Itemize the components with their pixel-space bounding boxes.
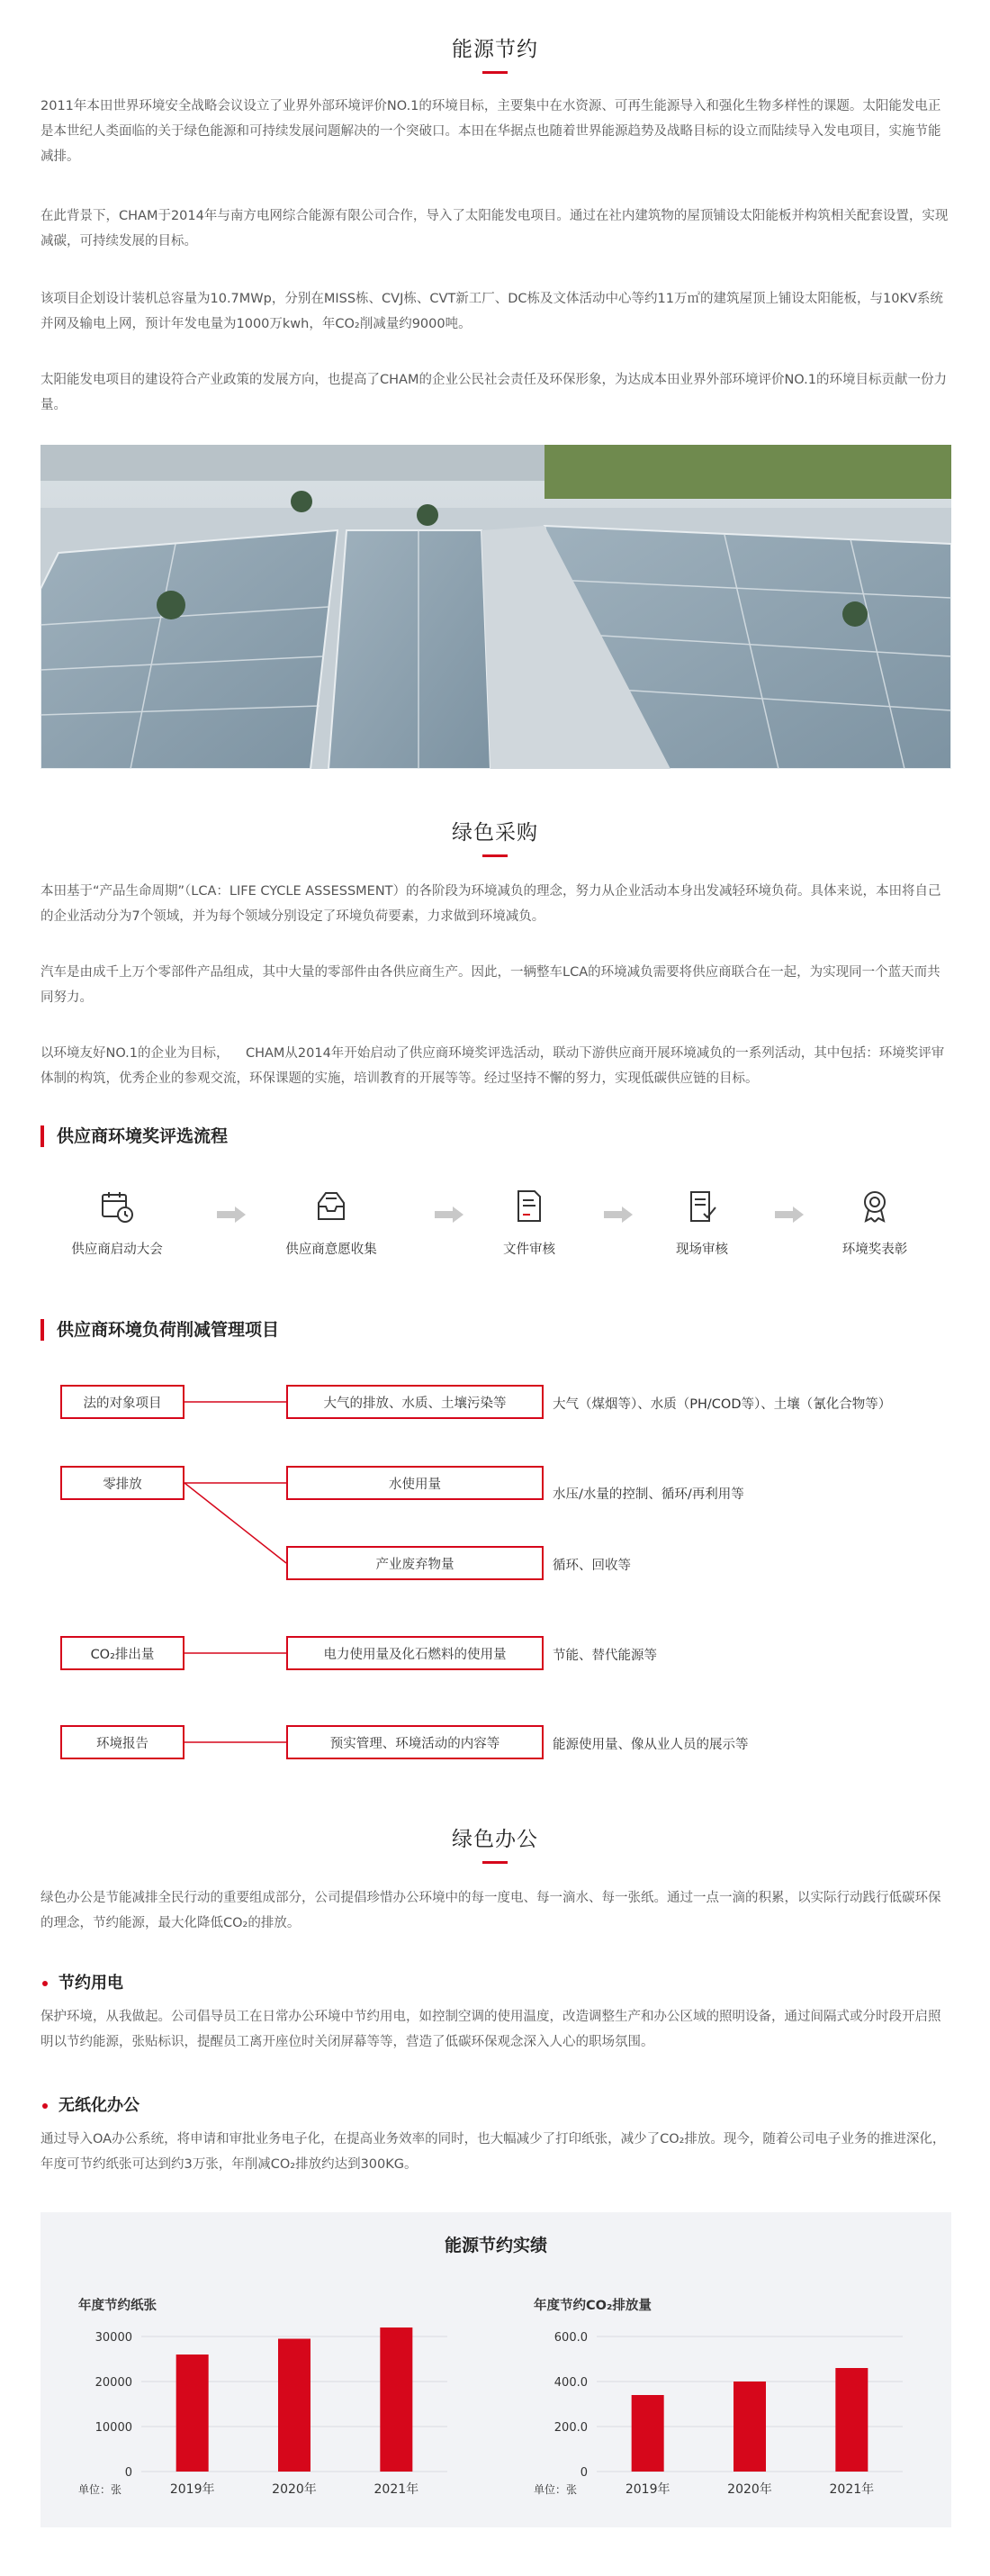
purchase-para-3: 以环境友好NO.1的企业为目标， CHAM从2014年开始启动了供应商环境奖评选活动，联动下游供应商开展环境减负的一系列活动，其中包括：环境奖评审体制的构筑，优秀企业的参观交流，环保课题的实施，培训教育的开展等等。经过坚持不懈的努力，实现低碳供应链的目标。 — [40, 1046, 945, 1086]
y-tick-label: 10000 — [94, 2421, 132, 2435]
purchase-para-2: 汽车是由成千上万个零部件产品组成，其中大量的零部件由各供应商生产。因此，一辆整车LCA的环境减负需要将供应商联合在一起，为实现同一个蓝天而共同努力。 — [40, 965, 940, 1005]
bar — [734, 2382, 766, 2472]
desc-recycle: 循环、回收等 — [553, 1559, 631, 1573]
y-tick-label: 20000 — [94, 2376, 132, 2390]
chart-paper — [78, 2293, 465, 2509]
section-title-text: 绿色采购 — [452, 821, 538, 845]
office-para-3: 通过导入OA办公系统，将申请和审批业务电子化，在提高业务效率的同时，也大幅减少了打印纸张，减少了CO₂排放。现今，随着公司电子业务的推进深化，年度可节约纸张可达到约3万张，年削减CO₂排放约达到300KG。 — [40, 2132, 946, 2172]
y-tick-label: 400.0 — [554, 2376, 588, 2390]
step-label: 供应商启动大会 — [71, 1243, 163, 1257]
process-heading: 供应商环境奖评选流程 — [40, 1125, 228, 1147]
x-tick-label: 2020年 — [272, 2482, 317, 2497]
y-tick-label: 0 — [580, 2466, 588, 2480]
chart-title: 年度节约纸张 — [78, 2299, 157, 2313]
office-para-1: 绿色办公是节能减排全民行动的重要组成部分，公司提倡珍惜办公环境中的每一度电、每一滴水、每一张纸。通过一点一滴的积累，以实际行动践行低碳环保的理念，节约能源，最大化降低CO₂的排放。 — [40, 1891, 941, 1930]
item-industrial-waste: 产业废弃物量 — [286, 1546, 544, 1580]
energy-para-3: 该项目企划设计装机总容量为10.7MWp，分别在MISS栋、CVJ栋、CVT新工厂、DC栋及文体活动中心等约11万㎡的建筑屋顶上铺设太阳能板，与10KV系统并网及输电上网，预计年发电量为1000万kwh，年CO₂削减量约9000吨。 — [40, 292, 943, 331]
step-label: 现场审核 — [676, 1243, 728, 1257]
x-tick-label: 2021年 — [374, 2482, 419, 2497]
desc-water-control: 水压/水量的控制、循环/再利用等 — [553, 1487, 744, 1502]
item-zero-emission: 零排放 — [60, 1466, 184, 1500]
stats-title: 能源节约实绩 — [444, 2236, 547, 2255]
item-air-water-soil: 大气的排放、水质、土壤污染等 — [286, 1385, 544, 1419]
item-water-usage: 水使用量 — [286, 1466, 544, 1500]
bar — [176, 2355, 209, 2472]
desc-energy-saving: 节能、替代能源等 — [553, 1649, 657, 1663]
office-subheading-electricity: 节约用电 — [40, 1970, 123, 1993]
office-para-2: 保护环境，从我做起。公司倡导员工在日常办公环境中节约用电，如控制空调的使用温度，改造调整生产和办公区域的照明设备，通过间隔式或分时段开启照明以节约能源，张贴标识，提醒员工离开座位时关闭屏幕等等，营造了低碳环保观念深入人心的职场氛围。 — [40, 2010, 941, 2049]
section-title-text: 绿色办公 — [452, 1828, 538, 1851]
bar — [380, 2327, 412, 2472]
section-title-office — [0, 1822, 990, 1864]
bar-chart-svg — [534, 2293, 921, 2509]
energy-stats-panel — [40, 2212, 951, 2527]
x-tick-label: 2019年 — [169, 2482, 215, 2497]
chart-title: 年度节约CO₂排放量 — [534, 2299, 652, 2313]
x-tick-label: 2020年 — [727, 2482, 772, 2497]
purchase-para-1: 本田基于“产品生命周期”（LCA：LIFE CYCLE ASSESSMENT）的各阶段为环境减负的理念，努力从企业活动本身出发减轻环境负荷。具体来说，本田将自己的企业活动分为7个领域，并为每个领域分别设定了环境负荷要素，力求做到环境减负。 — [40, 884, 941, 924]
bar — [632, 2395, 664, 2472]
item-legal: 法的对象项目 — [60, 1385, 184, 1419]
energy-para-4: 太阳能发电项目的建设符合产业政策的发展方向，也提高了CHAM的企业公民社会责任及环保形象，为达成本田业界外部环境评价NO.1的环境目标贡献一份力量。 — [40, 373, 947, 412]
item-co2: CO₂排出量 — [60, 1636, 184, 1670]
unit-label: 单位：张 — [534, 2483, 578, 2496]
x-tick-label: 2019年 — [625, 2482, 670, 2497]
step-label: 供应商意愿收集 — [285, 1243, 377, 1257]
item-power-fuel: 电力使用量及化石燃料的使用量 — [286, 1636, 544, 1670]
chart-co2 — [534, 2293, 921, 2509]
y-tick-label: 30000 — [94, 2331, 132, 2345]
item-budget-activities: 预实管理、环境活动的内容等 — [286, 1725, 544, 1759]
energy-para-1: 2011年本田世界环境安全战略会议设立了业界外部环境评价NO.1的环境目标，主要集中在水资源、可再生能源导入和强化生物多样性的课题。太阳能发电正是本世纪人类面临的关于绿色能源和可持续发展问题解决的一个突破口。本田在华据点也随着世界能源趋势及战略目标的设立而陆续导入发电项目，实施节能减排。 — [40, 99, 941, 164]
y-tick-label: 600.0 — [554, 2331, 588, 2345]
management-heading: 供应商环境负荷削减管理项目 — [40, 1319, 279, 1341]
energy-para-2: 在此背景下，CHAM于2014年与南方电网综合能源有限公司合作，导入了太阳能发电项目。通过在社内建筑物的屋顶铺设太阳能板并构筑相关配套设置，实现减碳，可持续发展的目标。 — [40, 209, 949, 249]
item-env-report: 环境报告 — [60, 1725, 184, 1759]
step-label: 文件审核 — [503, 1243, 555, 1257]
section-title-text: 能源节约 — [452, 38, 538, 61]
desc-air-water-soil: 大气（煤烟等）、水质（PH/COD等）、土壤（氰化合物等） — [553, 1397, 892, 1412]
y-tick-label: 0 — [124, 2466, 132, 2480]
title-underline — [482, 1861, 508, 1864]
bullet-dot — [42, 1981, 48, 1986]
desc-energy-display: 能源使用量、像从业人员的展示等 — [553, 1738, 749, 1752]
bar — [835, 2368, 868, 2472]
x-tick-label: 2021年 — [829, 2482, 875, 2497]
unit-label: 单位：张 — [78, 2483, 122, 2496]
bar-chart-svg — [78, 2293, 465, 2509]
bar — [278, 2339, 310, 2472]
office-subheading-paperless: 无纸化办公 — [40, 2092, 140, 2116]
step-label: 环境奖表彰 — [842, 1243, 908, 1257]
y-tick-label: 200.0 — [554, 2421, 588, 2435]
bullet-dot — [42, 2103, 48, 2109]
